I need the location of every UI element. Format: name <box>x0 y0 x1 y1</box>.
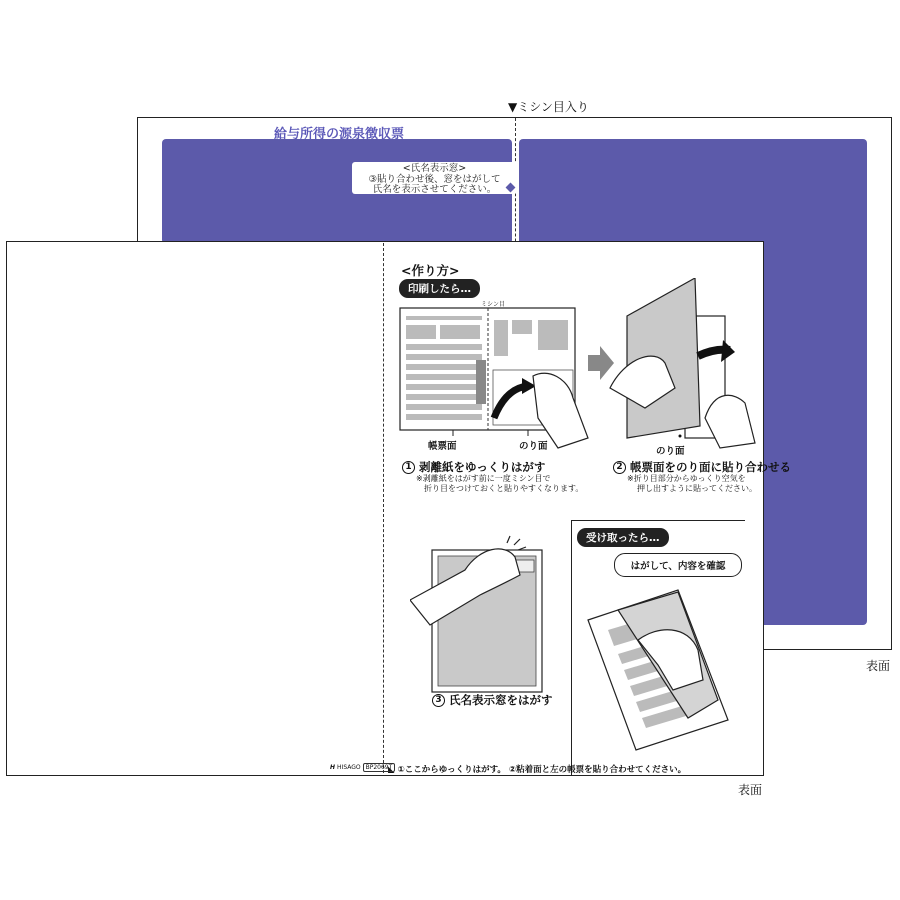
step1-title <box>402 459 545 475</box>
step2-note-1: ※折り目部分からゆっくり空気を <box>627 474 746 483</box>
step2-illustration <box>605 278 765 458</box>
name-window-line3: 氏名を表示させてください。 <box>372 184 497 195</box>
how-to-title: <作り方> <box>401 263 460 278</box>
name-window-line2: ③貼り合わせ後、窓をはがして <box>368 173 501 185</box>
received-speech-bubble: はがして、内容を確認 <box>614 553 742 577</box>
received-badge: 受け取ったら… <box>577 528 669 547</box>
name-display-window <box>352 162 517 194</box>
step3-label: 氏名表示窓をはがす <box>449 693 553 707</box>
step2-number: 2 <box>613 461 626 474</box>
step2-label: 帳票面をのり面に貼り合わせる <box>630 460 791 474</box>
perforation-label: ▼ミシン目入り <box>508 100 589 114</box>
step3-illustration <box>410 535 565 695</box>
step1-note-2: 折り目をつけておくと貼りやすくなります。 <box>424 484 584 493</box>
step1-illustration <box>398 298 598 458</box>
glue-side-label: のり面 <box>519 441 548 452</box>
front-side-label: 表面 <box>738 783 763 797</box>
brand-logo: H <box>330 764 336 771</box>
step1-label: 剥離紙をゆっくりはがす <box>419 460 546 474</box>
front-perforation-line <box>383 243 384 773</box>
step1-number: 1 <box>402 461 415 474</box>
print-badge: 印刷したら… <box>399 279 480 298</box>
back-sheet-title: 給与所得の源泉徴収票 <box>274 127 405 142</box>
glue-side-label-2: のり面 <box>656 446 685 457</box>
step2-title <box>613 459 791 475</box>
step2-note-2: 押し出すように貼ってください。 <box>637 484 757 493</box>
form-side-label: 帳票面 <box>428 441 457 452</box>
mini-perforation-label: ミシン目 <box>481 301 505 308</box>
peel-corner-icon: ◣ <box>388 765 398 775</box>
product-code <box>330 763 395 772</box>
step3-number: 3 <box>432 694 445 707</box>
step3-title <box>432 692 553 708</box>
bottom-instruction-text: ①ここからゆっくりはがす。 ②粘着面と左の帳票を貼り合わせてください。 <box>397 765 687 775</box>
product-number: BP2069T <box>363 763 396 772</box>
name-window-line1: <氏名表示窓> <box>402 163 467 174</box>
brand-name: HISAGO <box>337 764 361 771</box>
back-side-label: 表面 <box>866 659 891 673</box>
received-illustration <box>578 580 738 756</box>
step1-note-1: ※剥離紙をはがす前に一度ミシン目で <box>416 474 551 483</box>
bottom-instruction <box>388 763 686 775</box>
